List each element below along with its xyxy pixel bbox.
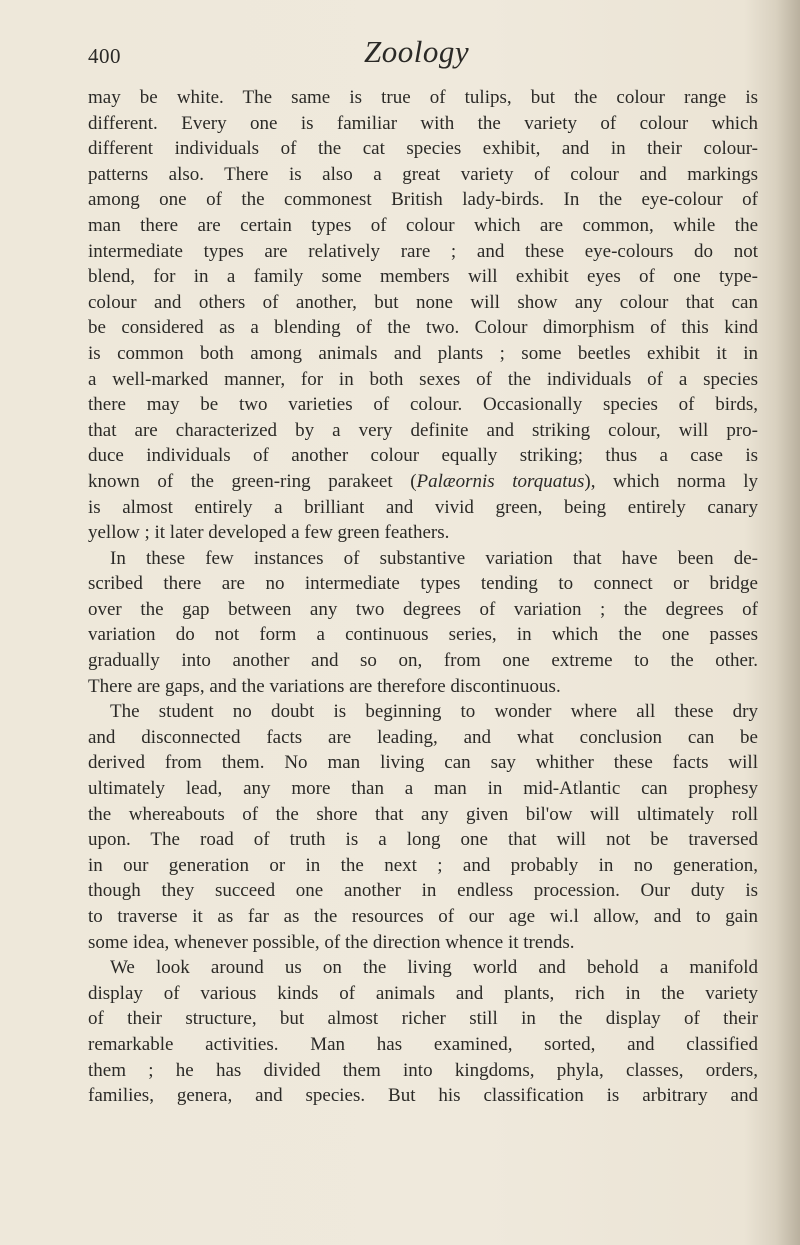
text-line: there may be two varieties of colour. Occasionally species of birds, — [88, 394, 758, 416]
text-line: some idea, whenever possible, of the direction whence it trends. — [88, 931, 575, 953]
text-line: man there are certain types of colour which are common, while the — [88, 214, 758, 236]
text-line: to traverse it as far as the resources of our age wi.l allow, and to gain — [88, 906, 758, 927]
text-line: display of various kinds of animals and plants, rich in the variety — [88, 982, 758, 1004]
text-line: though they succeed one another in endless procession. Our duty is — [88, 880, 758, 902]
text-line: duce individuals of another colour equally striking; thus a case is — [88, 445, 758, 467]
text-line: over the gap between any two degrees of variation ; the degrees of — [88, 598, 758, 620]
running-head — [88, 26, 758, 69]
text-line: different individuals of the cat species exhibit, and in their colour- — [88, 138, 758, 160]
text-line: ultimately lead, any more than a man in mid-Atlantic can prophesy — [88, 778, 758, 800]
text-line: upon. The road of truth is a long one that will not be traversed — [88, 829, 758, 851]
running-title: Zoology — [364, 34, 470, 69]
text-line: a well-marked manner, for in both sexes of the individuals of a species — [88, 368, 758, 390]
text-line: that are characterized by a very definite and striking colour, will pro- — [88, 419, 758, 441]
text-line: in our generation or in the next ; and probably in no generation, — [88, 854, 758, 876]
text-line — [88, 469, 758, 495]
text-line: blend, for in a family some members will exhibit eyes of one type- — [88, 266, 758, 288]
species-name: Palæornis torquatus — [416, 470, 585, 492]
text-line: of their structure, but almost richer still in the display of their — [88, 1008, 758, 1030]
text-line: different. Every one is familiar with the variety of colour which — [88, 112, 758, 134]
text-line: colour and others of another, but none will show any colour that can — [88, 291, 758, 313]
text-line: There are gaps, and the variations are therefore discontinuous. — [88, 675, 561, 697]
text-line: among one of the commonest British lady-birds. In the eye-colour of — [88, 189, 758, 211]
text-segment: ), which norma ly — [584, 470, 758, 492]
text-line: may be white. The same is true of tulips, but the colour range is — [88, 87, 758, 108]
text-line: derived from them. No man living can say whither these facts will — [88, 752, 758, 774]
text-line: and disconnected facts are leading, and what conclusion can be — [88, 726, 758, 748]
text-line: families, genera, and species. But his classification is arbitrary and — [88, 1085, 758, 1107]
text-segment: known of the green-ring parakeet ( — [88, 470, 417, 492]
body-text — [88, 85, 758, 1109]
text-line: be considered as a blending of the two. Colour dimorphism of this kind — [88, 317, 758, 339]
page-number: 400 — [88, 44, 121, 68]
text-line: In these few instances of substantive variation that have been de- — [110, 547, 758, 569]
text-line: yellow ; it later developed a few green feathers. — [88, 522, 450, 544]
text-line: remarkable activities. Man has examined, sorted, and classified — [88, 1033, 758, 1055]
text-line: them ; he has divided them into kingdoms, phyla, classes, orders, — [88, 1059, 758, 1081]
text-line: The student no doubt is beginning to wonder where all these dry — [110, 701, 758, 723]
text-line: We look around us on the living world and behold a manifold — [110, 957, 758, 979]
text-line: is almost entirely a brilliant and vivid green, being entirely canary — [88, 496, 758, 518]
text-line: scribed there are no intermediate types tending to connect or bridge — [88, 573, 758, 595]
text-line: intermediate types are relatively rare ; and these eye-colours do not — [88, 240, 758, 262]
text-line: variation do not form a continuous series, in which the one passes — [88, 624, 758, 646]
text-line: patterns also. There is also a great variety of colour and markings — [88, 163, 758, 185]
text-line: is common both among animals and plants ; some beetles exhibit it in — [88, 342, 758, 364]
text-line: the whereabouts of the shore that any given bil'ow will ultimately roll — [88, 803, 758, 825]
text-line: gradually into another and so on, from one extreme to the other. — [88, 650, 758, 672]
